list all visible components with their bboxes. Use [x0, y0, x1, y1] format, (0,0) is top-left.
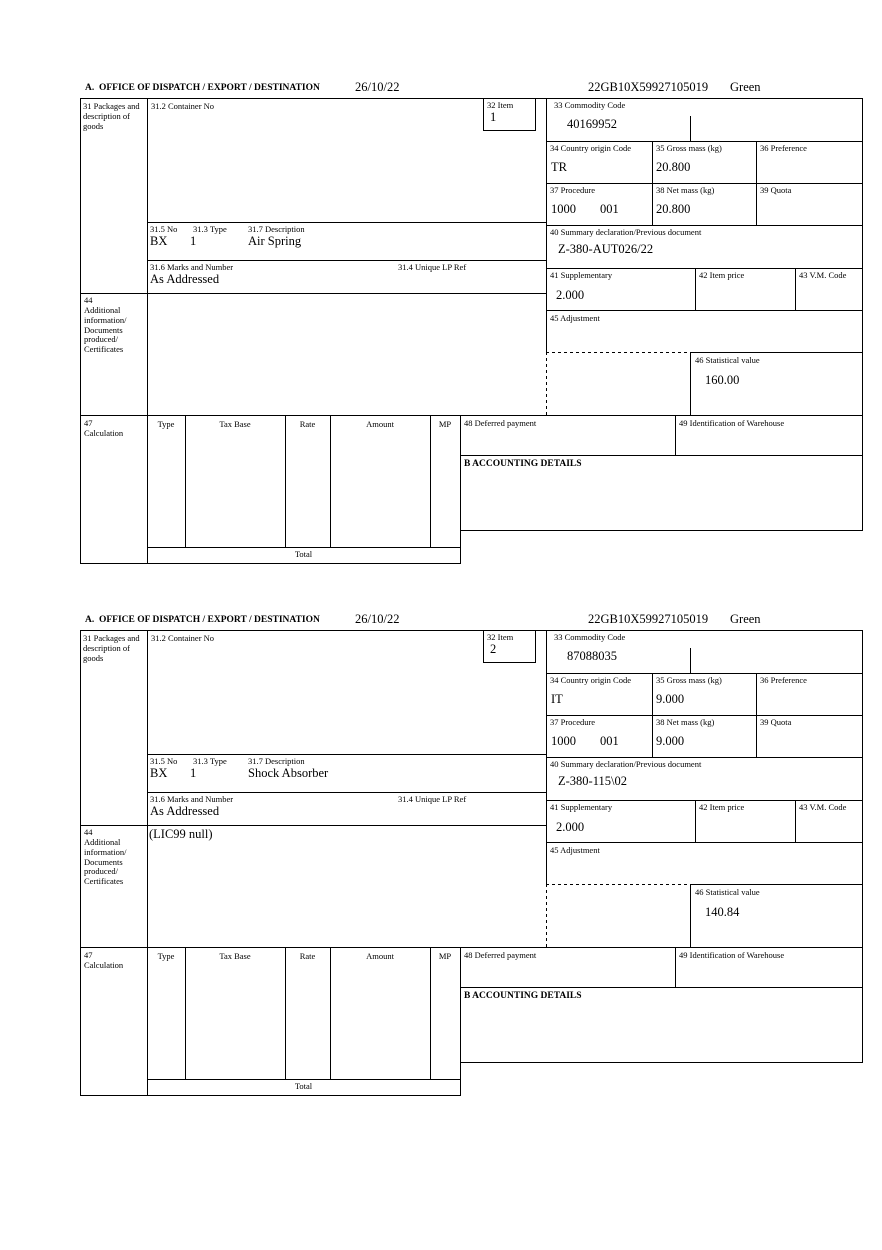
gross-mass-value: 20.800	[656, 160, 691, 174]
net-mass-value: 9.000	[656, 734, 685, 748]
box33-commodity-label: 33 Commodity Code	[554, 100, 626, 110]
box39-quota-label: 39 Quota	[760, 717, 792, 727]
box47-number-label: 47	[84, 950, 93, 960]
col-tax-base-header: Tax Base	[219, 419, 251, 429]
col-amount-header: Amount	[366, 951, 394, 961]
procedure-value: 1000	[551, 202, 576, 216]
marks-numbers-value: As Addressed	[150, 804, 220, 818]
box47-number-label: 47	[84, 418, 93, 428]
col-type-header: Type	[157, 419, 175, 429]
box31-7-description-label: 31.7 Description	[248, 224, 305, 234]
col-rate-header: Rate	[299, 951, 316, 961]
commodity-code-value: 87088035	[567, 649, 617, 663]
box31-label: 31 Packages and description of goods	[83, 101, 140, 131]
box48-deferred-payment-label: 48 Deferred payment	[464, 950, 537, 960]
gross-mass-value: 9.000	[656, 692, 685, 706]
procedure-ext-value: 001	[600, 202, 619, 216]
movement-reference-value: 22GB10X59927105019	[588, 80, 709, 94]
box44-number-label: 44	[84, 827, 93, 837]
box42-item-price-label: 42 Item price	[699, 802, 745, 812]
box37-procedure-label: 37 Procedure	[550, 185, 596, 195]
date-value: 26/10/22	[355, 612, 400, 626]
col-rate-header: Rate	[299, 419, 316, 429]
box31-7-description-label: 31.7 Description	[248, 756, 305, 766]
commodity-code-value: 40169952	[567, 117, 617, 131]
country-origin-value: IT	[551, 692, 563, 706]
col-tax-base-header: Tax Base	[219, 951, 251, 961]
box35-gross-mass-label: 35 Gross mass (kg)	[656, 143, 722, 153]
box36-preference-label: 36 Preference	[760, 675, 807, 685]
box47-calculation-label: Calculation	[84, 428, 124, 438]
box35-gross-mass-label: 35 Gross mass (kg)	[656, 675, 722, 685]
box31-5-no-label: 31.5 No	[150, 756, 178, 766]
box31-3-type-label: 31.3 Type	[193, 224, 227, 234]
box32-item-label: 32 Item	[487, 632, 514, 642]
box39-quota-label: 39 Quota	[760, 185, 792, 195]
country-origin-value: TR	[551, 160, 567, 174]
col-mp-header: MP	[438, 951, 452, 961]
box31-6-marks-label: 31.6 Marks and Number	[150, 794, 234, 804]
box44-text-label: Additional information/ Documents produced/ Certificates	[84, 837, 127, 887]
movement-reference-value: 22GB10X59927105019	[588, 612, 709, 626]
box41-supplementary-label: 41 Supplementary	[550, 802, 613, 812]
accounting-details-label: B ACCOUNTING DETAILS	[464, 991, 582, 1001]
box31-4-unique-lp-label: 31.4 Unique LP Ref	[398, 794, 467, 804]
form-grid-lines	[80, 80, 864, 581]
total-label: Total	[294, 549, 313, 559]
package-kind-value: BX	[150, 766, 168, 780]
box34-country-label: 34 Country origin Code	[550, 675, 631, 685]
net-mass-value: 20.800	[656, 202, 691, 216]
col-type-header: Type	[157, 951, 175, 961]
box49-warehouse-label: 49 Identification of Warehouse	[679, 950, 785, 960]
supplementary-units-value: 2.000	[556, 820, 585, 834]
routing-status-value: Green	[730, 612, 761, 626]
box42-item-price-label: 42 Item price	[699, 270, 745, 280]
procedure-ext-value: 001	[600, 734, 619, 748]
box38-net-mass-label: 38 Net mass (kg)	[656, 185, 715, 195]
item-number-value: 1	[490, 110, 497, 124]
box43-vm-code-label: 43 V.M. Code	[799, 802, 847, 812]
goods-description-value: Air Spring	[248, 234, 302, 248]
additional-information-value: (LIC99 null)	[149, 827, 213, 841]
box40-previous-document-label: 40 Summary declaration/Previous document	[550, 227, 702, 237]
box31-2-container-label: 31.2 Container No	[151, 101, 215, 111]
procedure-value: 1000	[551, 734, 576, 748]
package-count-value: 1	[190, 766, 197, 780]
col-mp-header: MP	[438, 419, 452, 429]
box47-calculation-label: Calculation	[84, 960, 124, 970]
box31-4-unique-lp-label: 31.4 Unique LP Ref	[398, 262, 467, 272]
previous-document-value: Z-380-AUT026/22	[558, 242, 654, 256]
box37-procedure-label: 37 Procedure	[550, 717, 596, 727]
package-kind-value: BX	[150, 234, 168, 248]
package-count-value: 1	[190, 234, 197, 248]
declaration-item-block-2	[80, 612, 864, 1113]
statistical-value: 160.00	[705, 373, 740, 387]
box46-statistical-value-label: 46 Statistical value	[695, 887, 760, 897]
office-of-dispatch-label: A. OFFICE OF DISPATCH / EXPORT / DESTINATION	[85, 83, 320, 93]
box40-previous-document-label: 40 Summary declaration/Previous document	[550, 759, 702, 769]
box31-6-marks-label: 31.6 Marks and Number	[150, 262, 234, 272]
box36-preference-label: 36 Preference	[760, 143, 807, 153]
goods-description-value: Shock Absorber	[248, 766, 329, 780]
box48-deferred-payment-label: 48 Deferred payment	[464, 418, 537, 428]
marks-numbers-value: As Addressed	[150, 272, 220, 286]
box31-2-container-label: 31.2 Container No	[151, 633, 215, 643]
routing-status-value: Green	[730, 80, 761, 94]
box38-net-mass-label: 38 Net mass (kg)	[656, 717, 715, 727]
box45-adjustment-label: 45 Adjustment	[550, 845, 600, 855]
declaration-item-block-1	[80, 80, 864, 581]
item-number-value: 2	[490, 642, 497, 656]
form-grid-lines	[80, 612, 864, 1113]
box49-warehouse-label: 49 Identification of Warehouse	[679, 418, 785, 428]
box34-country-label: 34 Country origin Code	[550, 143, 631, 153]
office-of-dispatch-label: A. OFFICE OF DISPATCH / EXPORT / DESTINATION	[85, 615, 320, 625]
box44-text-label: Additional information/ Documents produced/ Certificates	[84, 305, 127, 355]
statistical-value: 140.84	[705, 905, 740, 919]
box31-label: 31 Packages and description of goods	[83, 633, 140, 663]
box45-adjustment-label: 45 Adjustment	[550, 313, 600, 323]
box46-statistical-value-label: 46 Statistical value	[695, 355, 760, 365]
box31-3-type-label: 31.3 Type	[193, 756, 227, 766]
supplementary-units-value: 2.000	[556, 288, 585, 302]
box33-commodity-label: 33 Commodity Code	[554, 632, 626, 642]
previous-document-value: Z-380-115\02	[558, 774, 627, 788]
col-amount-header: Amount	[366, 419, 394, 429]
box31-5-no-label: 31.5 No	[150, 224, 178, 234]
date-value: 26/10/22	[355, 80, 400, 94]
box32-item-label: 32 Item	[487, 100, 514, 110]
box41-supplementary-label: 41 Supplementary	[550, 270, 613, 280]
accounting-details-label: B ACCOUNTING DETAILS	[464, 459, 582, 469]
total-label: Total	[294, 1081, 313, 1091]
box43-vm-code-label: 43 V.M. Code	[799, 270, 847, 280]
box44-number-label: 44	[84, 295, 93, 305]
